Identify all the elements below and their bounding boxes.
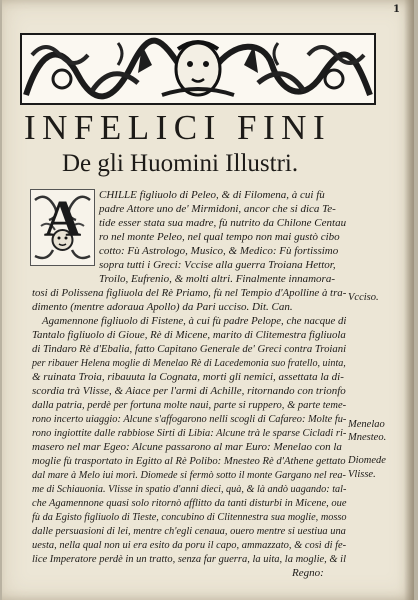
text-line: moglie fù trasportato in Egitto al Rè Polibo: Mnesteo Rè d'Athene gettato [32, 455, 346, 467]
ornament-woodcut [22, 35, 374, 103]
text-line: dal mare à Melo iui morì. Diomede si fermò sotto il monte Gargano nel rea- [32, 469, 346, 481]
margin-note: Diomede [348, 455, 386, 466]
text-line: dalle persuasioni di lei, mentre ch'egli cenaua, ouero mentre si uestiua una [32, 525, 346, 537]
text-line: tide esser stata sua madre, fù nutrito da Chilone Centau [99, 217, 347, 229]
text-line: tosi di Polissena figliuola del Rè Priamo, fù nel Tempio d'Apolline à tra- [32, 287, 347, 299]
margin-note: Mnesteo. [348, 432, 387, 443]
text-line: che Agamennone quasi solo ritornò afflitto da tanti disturbi in Micene, oue [32, 497, 347, 509]
margin-note: Menelao [348, 419, 385, 430]
page-signature: 1 [393, 4, 400, 15]
book-page [2, 0, 414, 600]
text-line: CHILLE figliuolo di Peleo, & di Filomena, à cui fù [99, 189, 325, 201]
text-line: di Tindaro Rè d'Ebalia, fatto Capitano Generale de' Greci contra Troiani [32, 343, 347, 355]
initial-letter: A [43, 191, 82, 248]
margin-note: Vcciso. [348, 292, 379, 303]
text-line: ro nel monte Peleo, nel qual tempo non mai gustò cibo [99, 231, 340, 243]
text-line: per ribauer Helena moglie di Menelao Rè di Lacedemonia suo fratello, uinta, [32, 357, 346, 369]
text-line: me di Schiauonia. Vlisse in spatio d'anni dieci, quà, & là andò uagando: tal- [32, 483, 347, 495]
page-fold-shadow [404, 0, 414, 600]
text-line: rono ingiottite dalle rabbiose Sirti di Libia: Alcune trà le sparse Cicladi ri- [32, 427, 347, 439]
text-line: fù da Egisto figliuolo di Tieste, concubino di Clitennestra sua moglie, mosso [32, 511, 347, 523]
text-line: uesta, nella qual non ui era esito da poru il capo, ammazzato, & così di fe- [32, 539, 347, 551]
page-title: INFELICI FINI [24, 108, 332, 147]
text-line: padre Attore uno de' Mirmidoni, ancor che si dica Te- [99, 203, 336, 215]
margin-note: Vlisse. [348, 469, 376, 480]
text-line: Agamennone figliuolo di Fistene, à cui fù padre Pelope, che nacque di [42, 315, 347, 327]
text-line: Troilo, Eufrenio, & molti altri. Finalmente innamora- [99, 273, 335, 285]
text-line: lice Imperatore perdè in un tratto, senza far guerra, la uita, la moglie, & il [32, 553, 347, 565]
text-line: cotto: Fù Astrologo, Musico, & Medico: Fù fortissimo [99, 245, 339, 257]
text-line: rono incerto uiaggio: Alcune s'affogarono nelli scogli di Cafareo: Molte fu- [32, 413, 347, 425]
text-line: & ruinata Troia, ribauuta la Cognata, morti gli nemici, assettata la di- [32, 371, 344, 383]
text-line: scordia trà Vlisse, & Aiace per l'armi di Achille, ritornando con trionfo [32, 385, 346, 397]
text-line: Tantalo figliuolo di Gioue, Rè di Micene, marito di Clitemestra figliuola [32, 329, 346, 341]
page-subtitle: De gli Huomini Illustri. [62, 150, 299, 177]
decorated-initial [30, 189, 95, 266]
text-line: dimento (mentre adoraua Apollo) da Pari ucciso. Dit. Can. [32, 301, 293, 313]
initial-ornament [31, 190, 94, 265]
text-line: masero nel mar Egeo: Alcune passarono al mar Euro: Menelao con la [32, 441, 342, 453]
text-line: sopra tutti i Greci: Vccise alla guerra Troiana Hettor, [99, 259, 336, 271]
text-line: dalla patria, perdè per fortuna molte naui, parte si ruppero, & parte teme- [32, 399, 347, 411]
ornamental-banner [20, 33, 376, 105]
text-line: Regno: [292, 567, 324, 579]
